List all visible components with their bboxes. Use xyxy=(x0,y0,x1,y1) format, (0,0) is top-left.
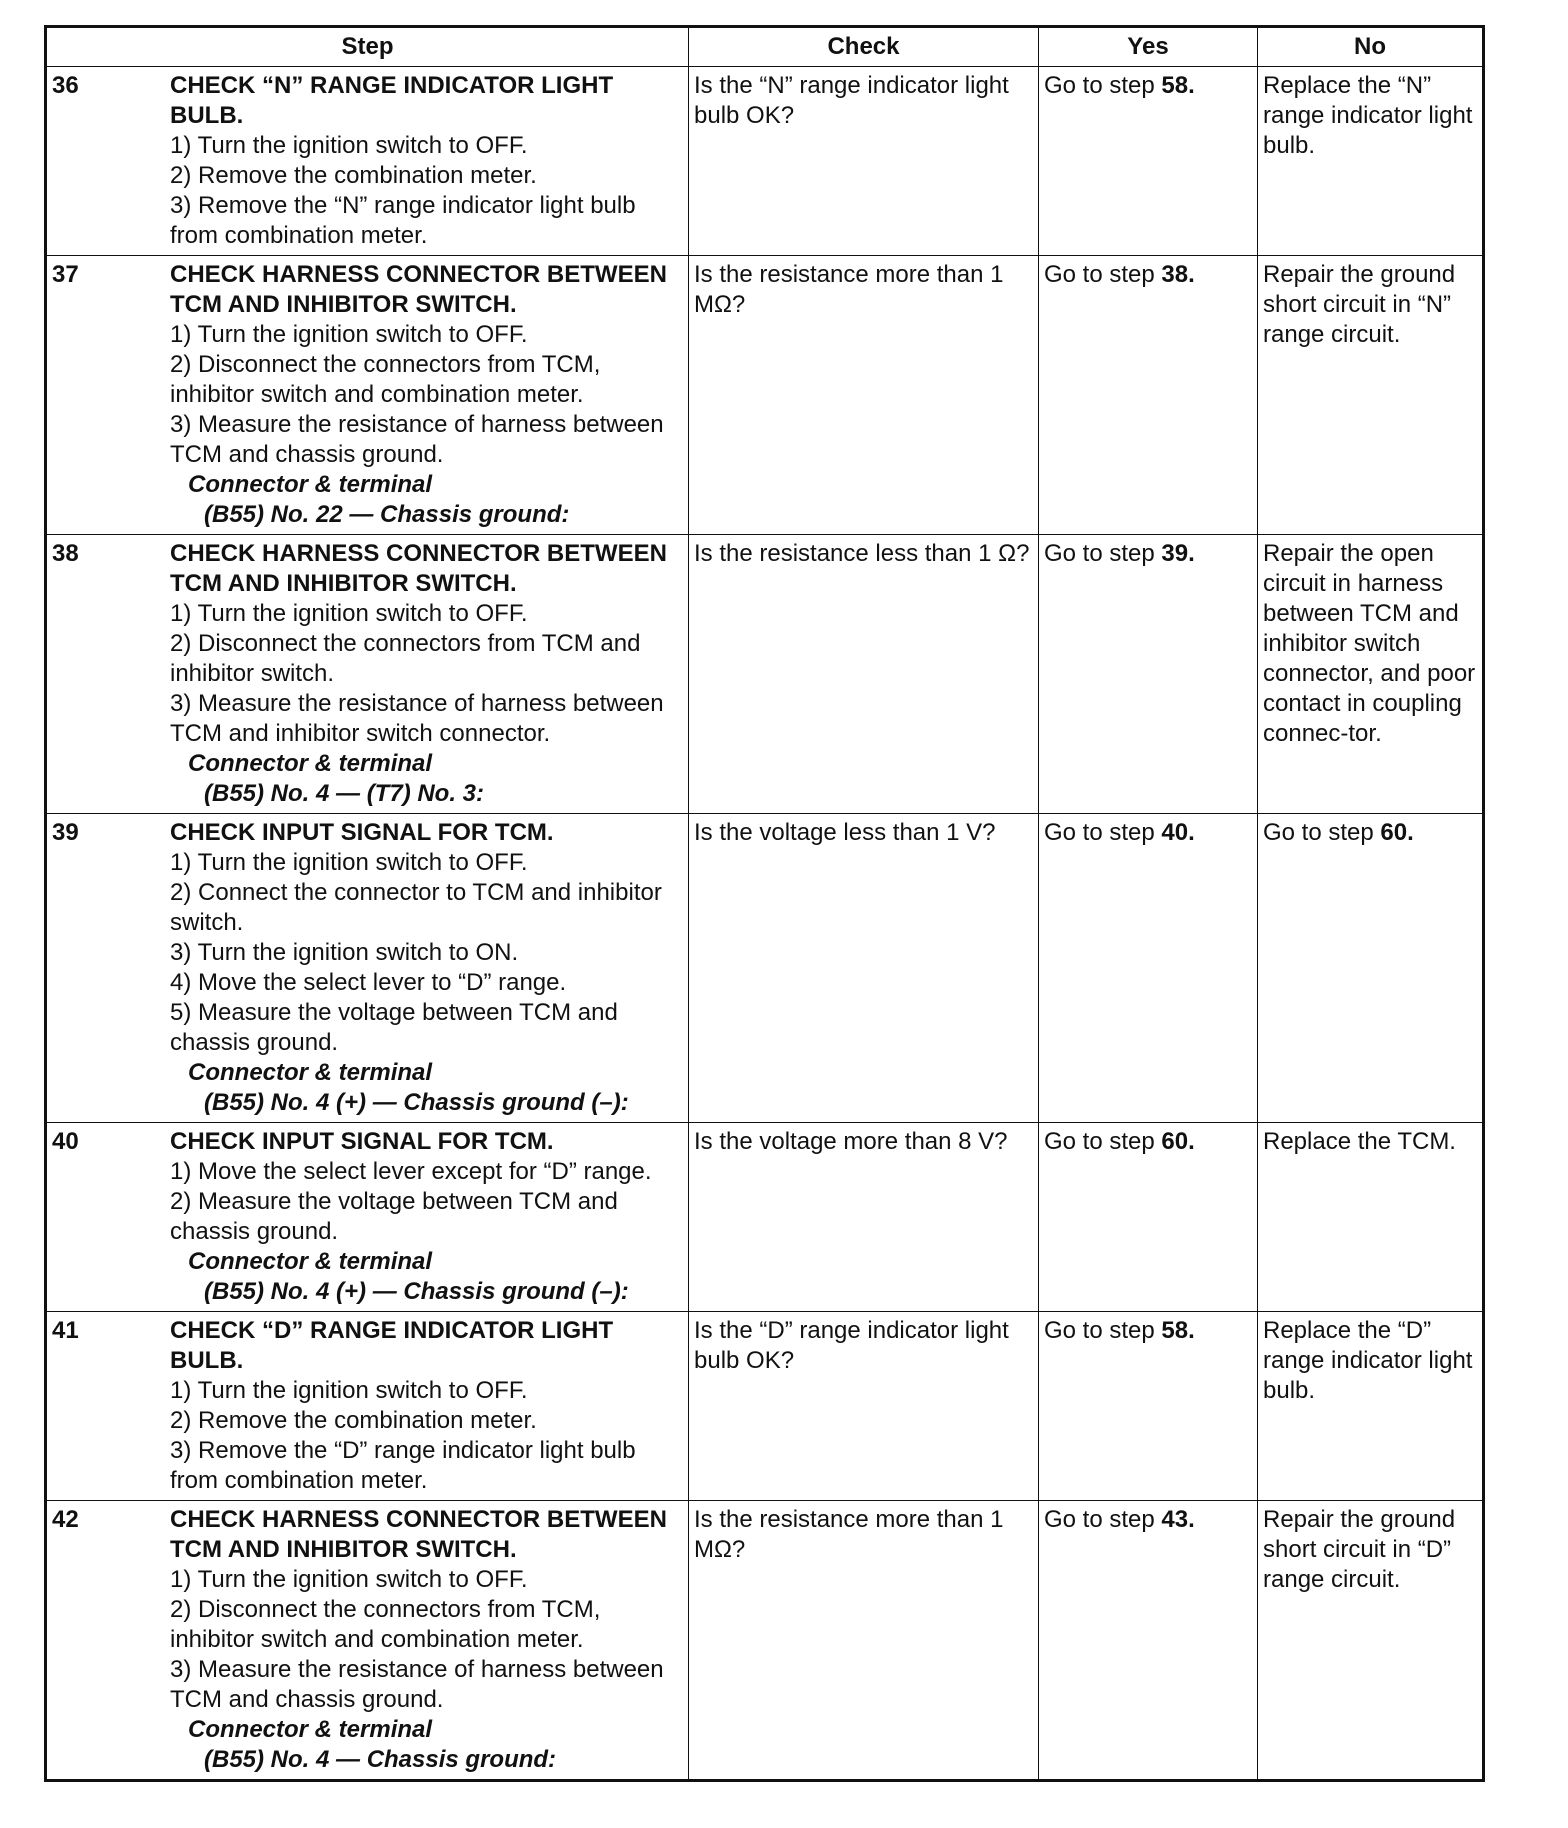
step-number: 38 xyxy=(52,540,79,567)
step-title: CHECK HARNESS CONNECTOR BETWEEN TCM AND INHIBITOR SWITCH. xyxy=(170,261,667,318)
no-cell: Repair the ground short circuit in “D” range circuit. xyxy=(1258,1501,1484,1781)
step-title: CHECK INPUT SIGNAL FOR TCM. xyxy=(170,819,554,846)
yes-step: 38. xyxy=(1161,261,1195,288)
check-cell: Is the “D” range indicator light bulb OK? xyxy=(689,1312,1039,1501)
yes-cell xyxy=(1039,1501,1258,1781)
connector-label: Connector & terminal xyxy=(188,1248,433,1275)
header-row xyxy=(46,27,1484,67)
step-title: CHECK “N” RANGE INDICATOR LIGHT BULB. xyxy=(170,72,614,129)
diagnostic-table xyxy=(44,25,1485,1782)
step-instruction: 5) Measure the voltage between TCM and chassis ground. xyxy=(170,999,618,1056)
step-instruction: 1) Turn the ignition switch to OFF. xyxy=(170,849,528,876)
yes-cell xyxy=(1039,1312,1258,1501)
step-instruction: 3) Measure the resistance of harness between TCM and chassis ground. xyxy=(170,1656,664,1713)
check-cell: Is the “N” range indicator light bulb OK? xyxy=(689,67,1039,256)
step-title: CHECK HARNESS CONNECTOR BETWEEN TCM AND INHIBITOR SWITCH. xyxy=(170,1506,667,1563)
step-number: 37 xyxy=(52,261,79,288)
no-cell: Repair the ground short circuit in “N” range circuit. xyxy=(1258,256,1484,535)
yes-prefix: Go to step xyxy=(1044,72,1162,99)
step-title: CHECK HARNESS CONNECTOR BETWEEN TCM AND INHIBITOR SWITCH. xyxy=(170,540,667,597)
step-instruction: 2) Disconnect the connectors from TCM, inhibitor switch and combination meter. xyxy=(170,1596,601,1653)
check-cell: Is the voltage more than 8 V? xyxy=(689,1123,1039,1312)
connector-terminal: (B55) No. 4 — (T7) No. 3: xyxy=(204,780,485,807)
step-instruction: 3) Remove the “N” range indicator light bulb from combination meter. xyxy=(170,192,636,249)
yes-step: 60. xyxy=(1161,1128,1195,1155)
header-yes: Yes xyxy=(1039,27,1258,67)
table-row xyxy=(46,1312,1484,1501)
step-number: 41 xyxy=(52,1317,79,1344)
step-instruction: 4) Move the select lever to “D” range. xyxy=(170,969,567,996)
table-row xyxy=(46,814,1484,1123)
table-row xyxy=(46,67,1484,256)
yes-prefix: Go to step xyxy=(1044,1317,1162,1344)
yes-prefix: Go to step xyxy=(1044,819,1162,846)
step-instruction: 1) Turn the ignition switch to OFF. xyxy=(170,1566,528,1593)
step-number: 36 xyxy=(52,72,79,99)
yes-step: 58. xyxy=(1161,72,1195,99)
step-number: 39 xyxy=(52,819,79,846)
header-step: Step xyxy=(46,27,689,67)
yes-prefix: Go to step xyxy=(1044,540,1162,567)
yes-cell xyxy=(1039,67,1258,256)
connector-terminal: (B55) No. 4 (+) — Chassis ground (–): xyxy=(204,1278,629,1305)
no-cell: Replace the TCM. xyxy=(1258,1123,1484,1312)
check-cell: Is the resistance more than 1 MΩ? xyxy=(689,256,1039,535)
step-instruction: 1) Turn the ignition switch to OFF. xyxy=(170,132,528,159)
yes-cell xyxy=(1039,256,1258,535)
check-cell: Is the resistance more than 1 MΩ? xyxy=(689,1501,1039,1781)
step-cell xyxy=(46,256,689,535)
yes-cell xyxy=(1039,535,1258,814)
connector-label: Connector & terminal xyxy=(188,1059,433,1086)
yes-prefix: Go to step xyxy=(1044,1506,1162,1533)
step-cell xyxy=(46,1123,689,1312)
yes-prefix: Go to step xyxy=(1044,1128,1162,1155)
table-row xyxy=(46,535,1484,814)
table-row xyxy=(46,1123,1484,1312)
step-number: 42 xyxy=(52,1506,79,1533)
no-prefix: Go to step xyxy=(1263,819,1381,846)
step-instruction: 1) Turn the ignition switch to OFF. xyxy=(170,1377,528,1404)
step-cell xyxy=(46,67,689,256)
yes-step: 39. xyxy=(1161,540,1195,567)
connector-label: Connector & terminal xyxy=(188,471,433,498)
yes-cell xyxy=(1039,1123,1258,1312)
no-step: 60. xyxy=(1380,819,1414,846)
no-cell xyxy=(1258,814,1484,1123)
step-cell xyxy=(46,1501,689,1781)
no-cell: Replace the “N” range indicator light bulb. xyxy=(1258,67,1484,256)
step-cell xyxy=(46,535,689,814)
step-cell xyxy=(46,814,689,1123)
table-row xyxy=(46,256,1484,535)
yes-step: 58. xyxy=(1161,1317,1195,1344)
connector-terminal: (B55) No. 22 — Chassis ground: xyxy=(204,501,570,528)
step-instruction: 1) Turn the ignition switch to OFF. xyxy=(170,321,528,348)
table-row xyxy=(46,1501,1484,1781)
connector-label: Connector & terminal xyxy=(188,1716,433,1743)
step-instruction: 3) Turn the ignition switch to ON. xyxy=(170,939,519,966)
step-instruction: 2) Disconnect the connectors from TCM and inhibitor switch. xyxy=(170,630,641,687)
no-cell: Repair the open circuit in harness between TCM and inhibitor switch connector, and poor contact in coupling connec-tor. xyxy=(1258,535,1484,814)
step-instruction: 2) Connect the connector to TCM and inhibitor switch. xyxy=(170,879,662,936)
connector-label: Connector & terminal xyxy=(188,750,433,777)
step-instruction: 1) Move the select lever except for “D” range. xyxy=(170,1158,652,1185)
header-no: No xyxy=(1258,27,1484,67)
header-check: Check xyxy=(689,27,1039,67)
connector-terminal: (B55) No. 4 (+) — Chassis ground (–): xyxy=(204,1089,629,1116)
step-number: 40 xyxy=(52,1128,79,1155)
connector-terminal: (B55) No. 4 — Chassis ground: xyxy=(204,1746,557,1773)
check-cell: Is the voltage less than 1 V? xyxy=(689,814,1039,1123)
step-instruction: 3) Remove the “D” range indicator light bulb from combination meter. xyxy=(170,1437,636,1494)
check-cell: Is the resistance less than 1 Ω? xyxy=(689,535,1039,814)
step-instruction: 2) Disconnect the connectors from TCM, inhibitor switch and combination meter. xyxy=(170,351,601,408)
yes-prefix: Go to step xyxy=(1044,261,1162,288)
step-instruction: 2) Remove the combination meter. xyxy=(170,1407,537,1434)
step-cell xyxy=(46,1312,689,1501)
step-instruction: 3) Measure the resistance of harness between TCM and chassis ground. xyxy=(170,411,664,468)
step-instruction: 1) Turn the ignition switch to OFF. xyxy=(170,600,528,627)
yes-cell xyxy=(1039,814,1258,1123)
step-title: CHECK “D” RANGE INDICATOR LIGHT BULB. xyxy=(170,1317,614,1374)
yes-step: 43. xyxy=(1161,1506,1195,1533)
step-instruction: 2) Remove the combination meter. xyxy=(170,162,537,189)
step-instruction: 2) Measure the voltage between TCM and chassis ground. xyxy=(170,1188,618,1245)
step-title: CHECK INPUT SIGNAL FOR TCM. xyxy=(170,1128,554,1155)
yes-step: 40. xyxy=(1161,819,1195,846)
step-instruction: 3) Measure the resistance of harness between TCM and inhibitor switch connector. xyxy=(170,690,664,747)
no-cell: Replace the “D” range indicator light bulb. xyxy=(1258,1312,1484,1501)
